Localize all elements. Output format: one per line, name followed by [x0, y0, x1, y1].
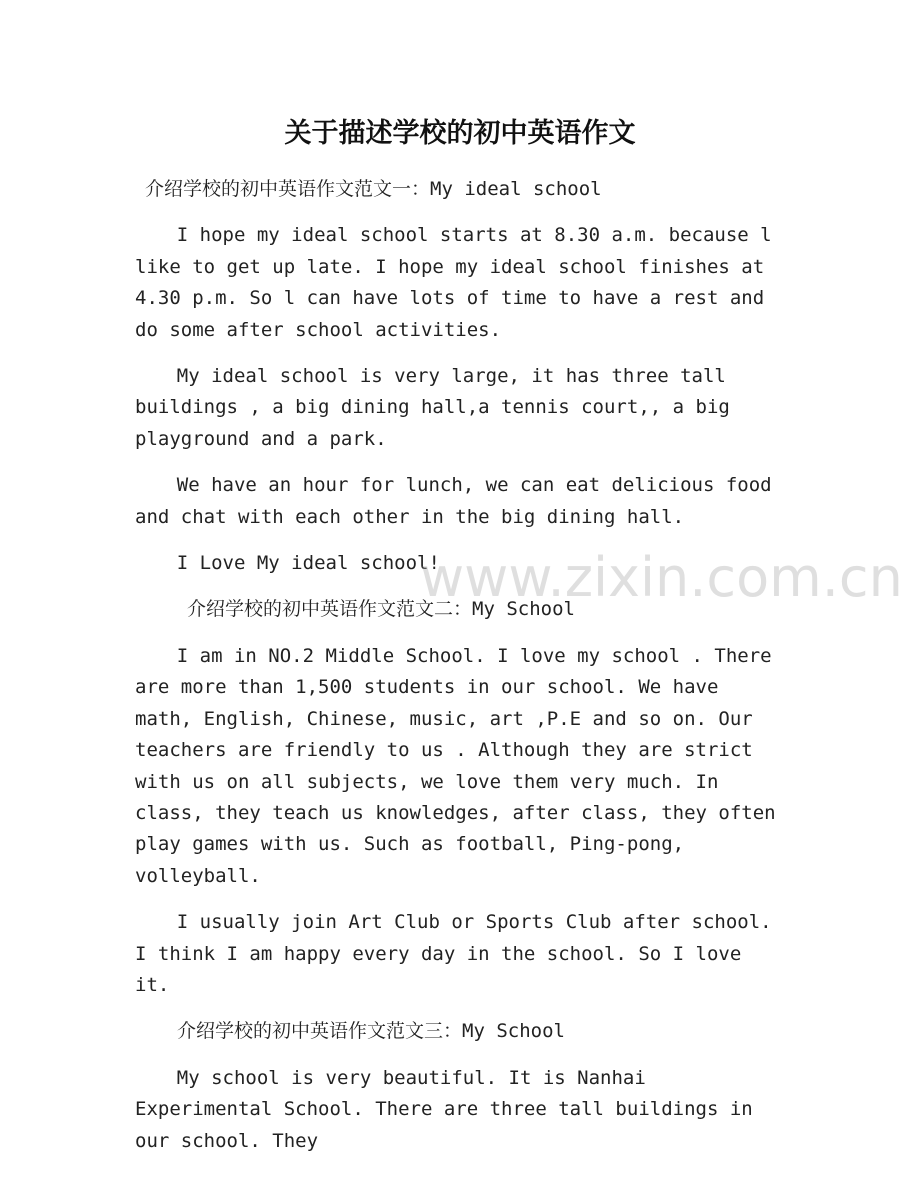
paragraph-1: I hope my ideal school starts at 8.30 a.m. because l like to get up late. I hope my ideal school finishes at 4.30 p.m. So l can have lots of time to have a rest and do some after school activities. — [135, 224, 784, 341]
paragraph-5: I am in NO.2 Middle School. I love my school . There are more than 1,500 students in our school. We have math, English, Chinese, music, art ,P.E and so on. Our teachers are friendly to us . Although they are strict with us on all subjects, we love them very much. In class, they teach us knowledges, after class, they often play games with us. Such as football, Ping-pong, volleyball. — [135, 644, 788, 887]
essay-heading-2: 介绍学校的初中英语作文范文二：My School — [187, 598, 575, 621]
watermark: www.zixin.com.cn — [420, 546, 903, 609]
paragraph-2: My ideal school is very large, it has three tall buildings , a big dining hall,a tennis court,, a big playground and a park. — [135, 365, 742, 450]
essay-heading-3: 介绍学校的初中英语作文范文三：My School — [177, 1020, 565, 1043]
paragraph-7: My school is very beautiful. It is Nanhai Experimental School. There are three tall buildings in our school. They — [135, 1066, 765, 1152]
essay-heading-1: 介绍学校的初中英语作文范文一：My ideal school — [145, 178, 602, 200]
document-body — [135, 174, 788, 1172]
paragraph-3: We have an hour for lunch, we can eat delicious food and chat with each other in the big dining hall. — [135, 474, 784, 528]
paragraph-6: I usually join Art Club or Sports Club after school. I think I am happy every day in the school. So I love it. — [135, 911, 784, 996]
paragraph-4: I Love My ideal school! — [176, 552, 440, 575]
document-title: 关于描述学校的初中英语作文 — [284, 118, 636, 149]
